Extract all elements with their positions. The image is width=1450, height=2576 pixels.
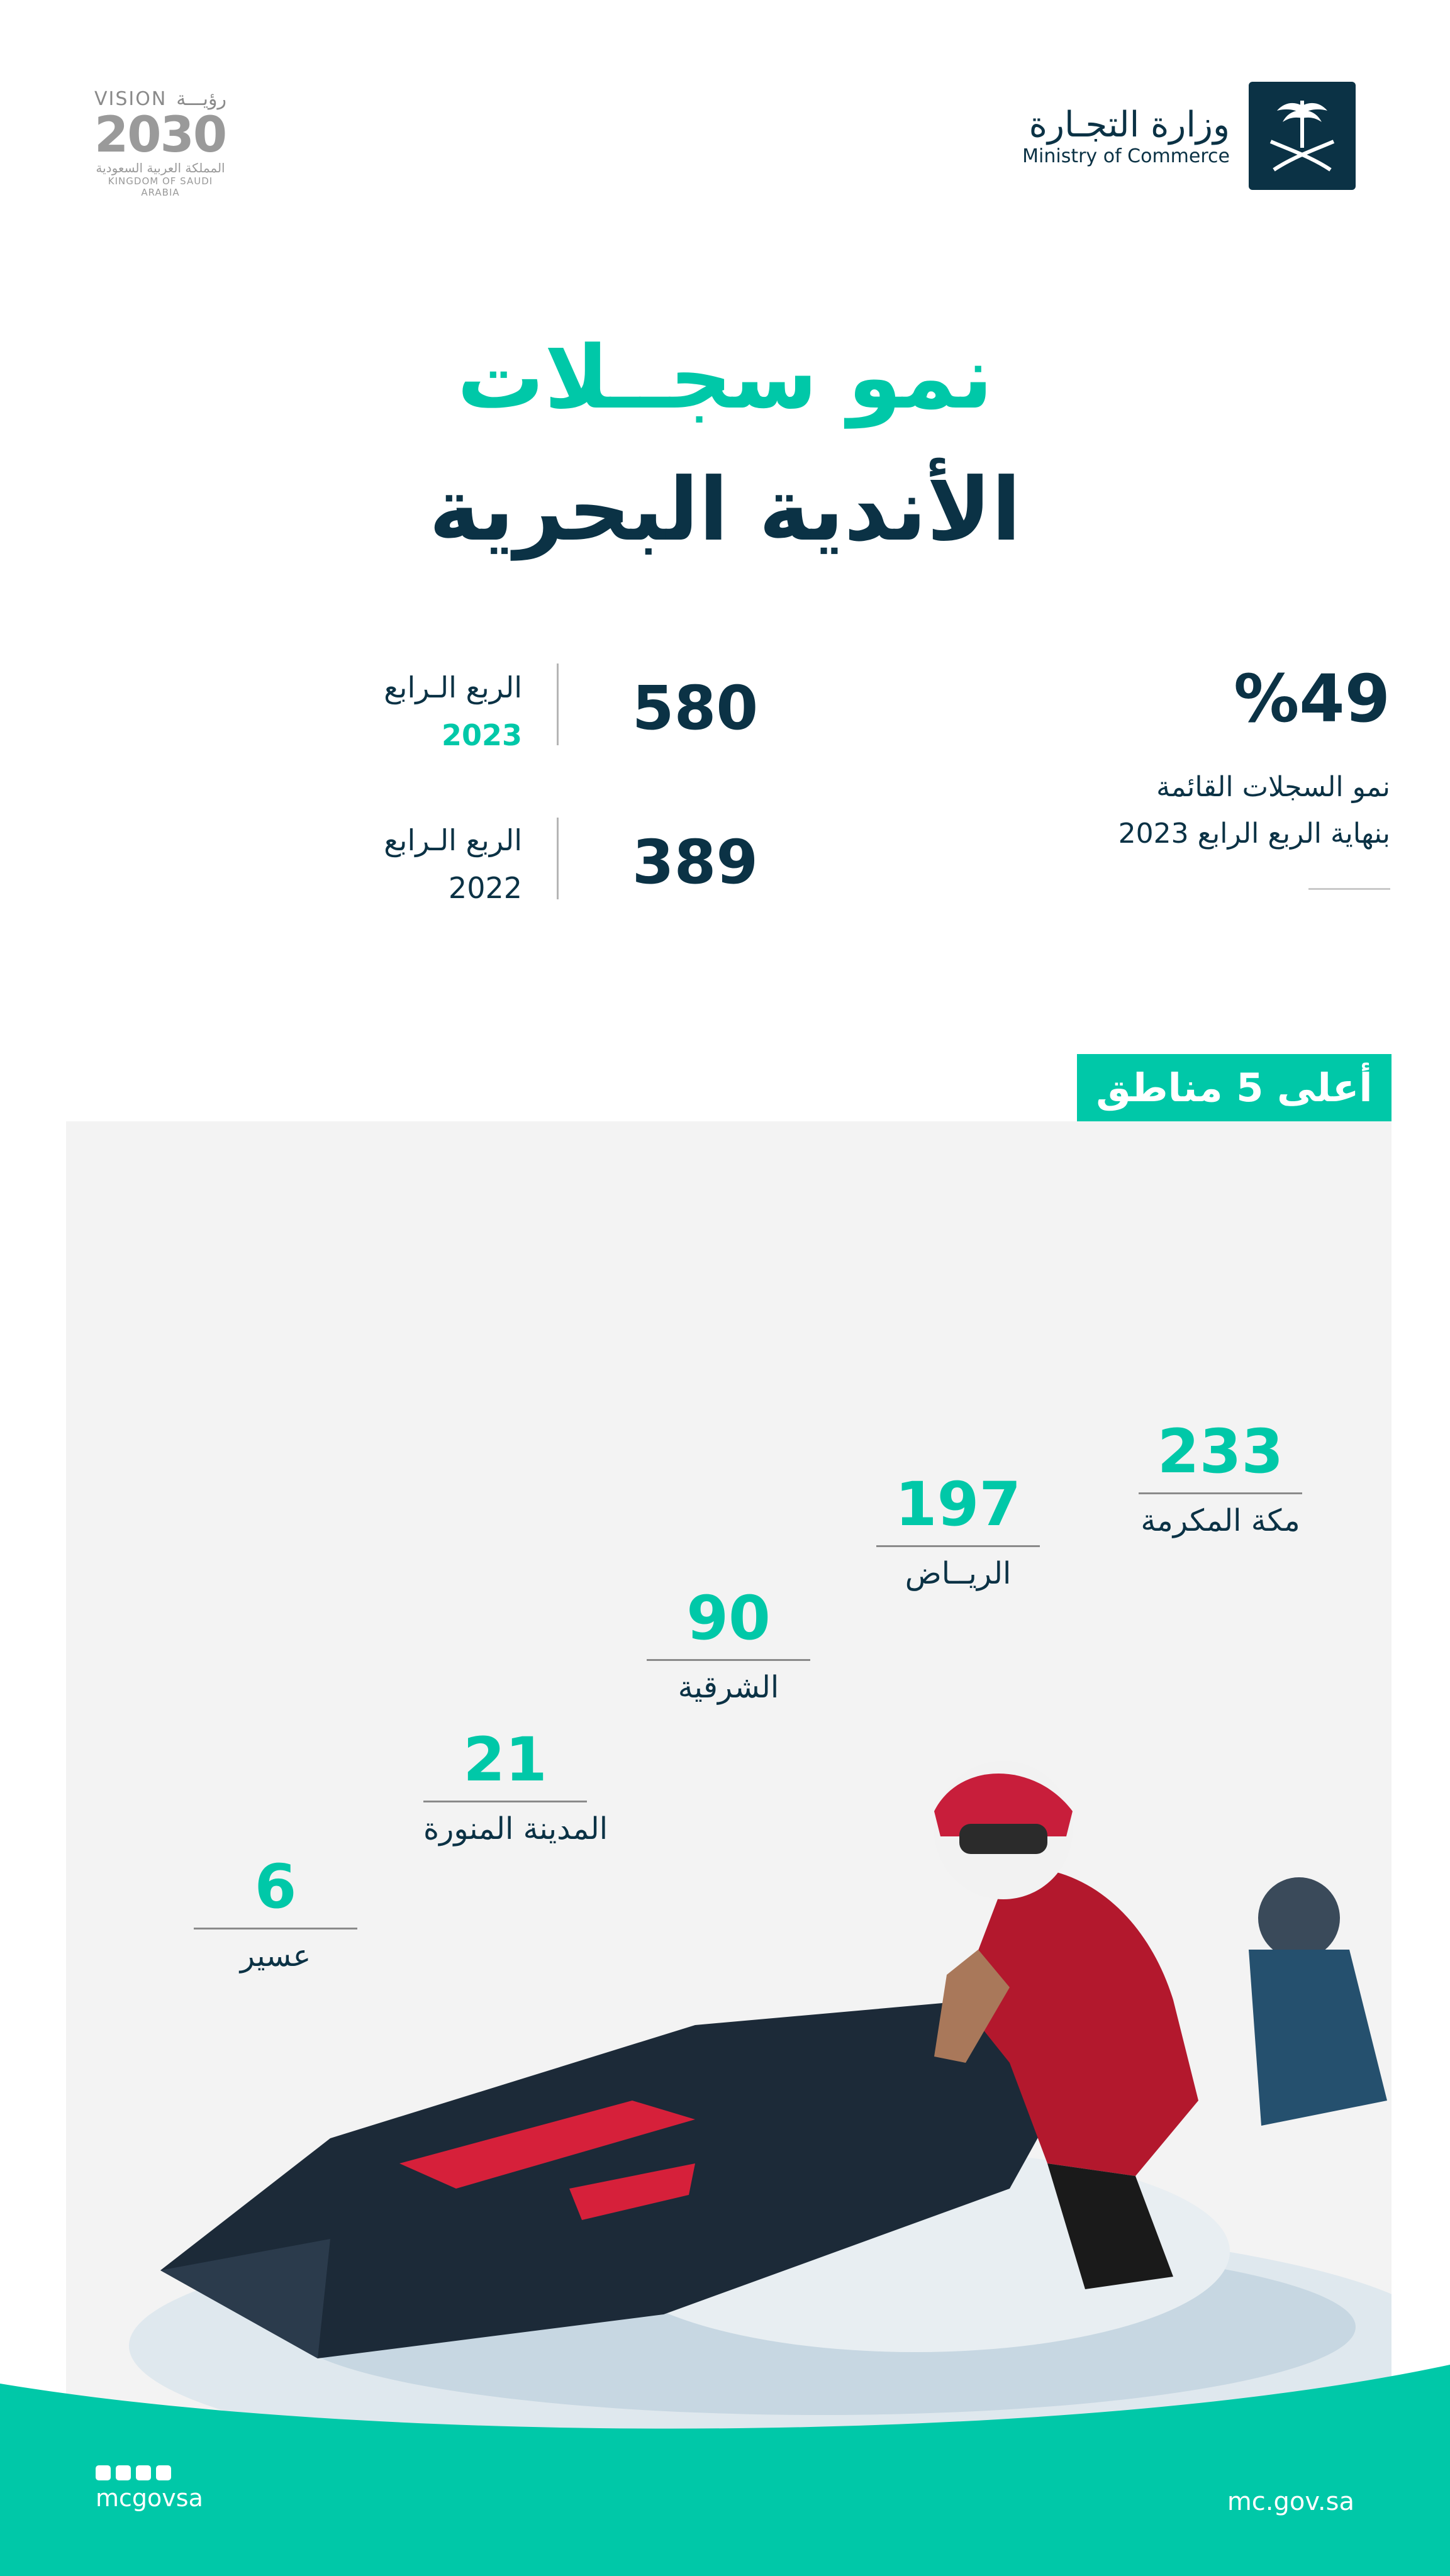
quarter-2023-value: 580 bbox=[632, 673, 759, 743]
region-makkah bbox=[1139, 1417, 1302, 1538]
quarter-year: 2022 bbox=[448, 871, 522, 905]
region-value: 21 bbox=[463, 1724, 547, 1795]
vision-2030-logo bbox=[94, 88, 226, 198]
facebook-icon[interactable] bbox=[136, 2465, 151, 2480]
quarter-label: الربع الـرابع bbox=[384, 823, 522, 857]
social-handle[interactable]: mcgovsa bbox=[96, 2484, 203, 2512]
saudi-emblem-icon bbox=[1249, 82, 1356, 190]
region-name: مكة المكرمة bbox=[1139, 1492, 1302, 1538]
region-asir bbox=[194, 1852, 357, 1974]
quarter-2023-label bbox=[321, 663, 522, 759]
divider bbox=[557, 818, 559, 899]
quarter-2022-label bbox=[321, 816, 522, 912]
growth-description bbox=[1013, 764, 1390, 857]
region-name: الشرقية bbox=[647, 1659, 810, 1705]
growth-description-line-2: بنهاية الربع الرابع 2023 bbox=[1118, 818, 1390, 850]
region-value: 233 bbox=[1157, 1416, 1284, 1487]
region-value: 90 bbox=[686, 1583, 771, 1653]
x-icon[interactable] bbox=[116, 2465, 131, 2480]
growth-percentage: %49 bbox=[1234, 660, 1390, 737]
youtube-icon[interactable] bbox=[156, 2465, 171, 2480]
region-madinah bbox=[423, 1724, 608, 1846]
quarter-2022-value: 389 bbox=[632, 827, 759, 897]
region-eastern bbox=[647, 1584, 810, 1705]
region-name: عسير bbox=[194, 1928, 357, 1974]
vision-year: 2030 bbox=[94, 107, 226, 164]
kingdom-name-en: KINGDOM OF SAUDI ARABIA bbox=[108, 175, 213, 198]
quarter-label: الربع الـرابع bbox=[384, 670, 522, 704]
ministry-name-en: Ministry of Commerce bbox=[1022, 145, 1230, 167]
vision-label-ar: رؤيـــة bbox=[176, 88, 226, 110]
ministry-logo bbox=[1022, 82, 1356, 190]
region-value: 197 bbox=[895, 1469, 1022, 1540]
growth-description-line-1: نمو السجلات القائمة bbox=[1156, 771, 1390, 803]
region-value: 6 bbox=[254, 1852, 297, 1922]
jet-ski-illustration bbox=[66, 1623, 1391, 2440]
footer-wave bbox=[0, 2365, 1450, 2576]
title-line-2: الأندية البحرية bbox=[428, 459, 1022, 560]
divider bbox=[1308, 888, 1390, 890]
kingdom-name-ar: المملكة العربية السعودية bbox=[96, 160, 225, 175]
region-name: الريــاض bbox=[876, 1545, 1040, 1591]
region-riyadh bbox=[876, 1470, 1040, 1591]
divider bbox=[557, 663, 559, 745]
regions-title-tag: أعلى 5 مناطق bbox=[1077, 1054, 1391, 1121]
ministry-name-ar: وزارة التجـارة bbox=[1029, 104, 1230, 145]
instagram-icon[interactable] bbox=[96, 2465, 111, 2480]
region-name: المدينة المنورة bbox=[423, 1801, 587, 1846]
social-icons bbox=[96, 2465, 171, 2480]
title-line-1: نمو سجــلات bbox=[457, 327, 993, 428]
quarter-year: 2023 bbox=[441, 718, 522, 752]
website-link[interactable]: mc.gov.sa bbox=[1227, 2487, 1354, 2516]
vision-label-en: VISION bbox=[94, 88, 167, 110]
